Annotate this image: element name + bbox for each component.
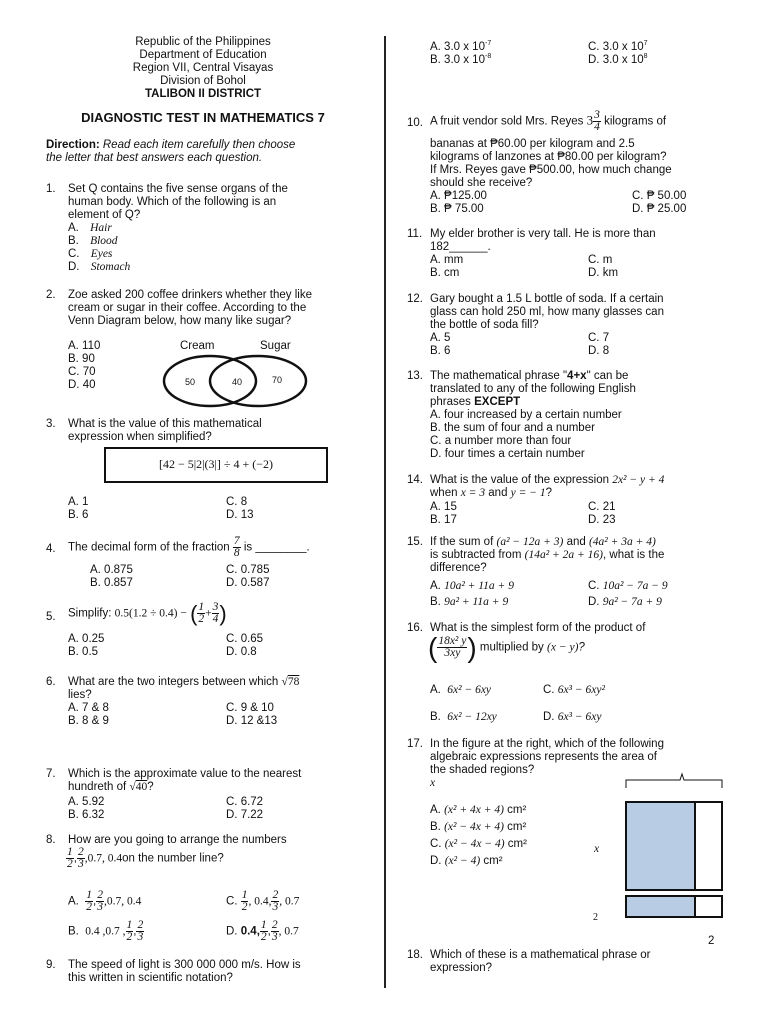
- q16-option-c[interactable]: C. 6x³ − 6xy²: [543, 684, 605, 696]
- q15-option-c[interactable]: C. 10a² − 7a − 9: [588, 580, 668, 592]
- q1-option-b[interactable]: Blood: [90, 235, 118, 247]
- q13-option-d[interactable]: D. four times a certain number: [430, 448, 585, 460]
- q9-option-d[interactable]: D. 3.0 x $10^8$: [588, 53, 648, 66]
- q14-option-c[interactable]: C. 21: [588, 501, 616, 513]
- q15-option-a[interactable]: A. 10a² + 11a + 9: [430, 580, 514, 592]
- figure-side-x: x: [594, 843, 600, 855]
- q16-option-b[interactable]: B. 6x² − 12xy: [430, 711, 497, 723]
- q10-line-2: bananas at ₱60.00 per kilogram and 2.5: [430, 138, 635, 150]
- q9-option-c[interactable]: C. 3.0 x $10^7$: [588, 40, 648, 53]
- large-unshaded-strip: [695, 802, 722, 890]
- direction-label: Direction:: [46, 139, 100, 151]
- q4-option-d[interactable]: D. 0.587: [226, 577, 270, 589]
- direction-text-2: the letter that best answers each question.: [46, 152, 263, 164]
- q10-option-b[interactable]: B. ₱ 75.00: [430, 203, 484, 215]
- q5-option-d[interactable]: D. 0.8: [226, 646, 257, 658]
- q7-option-b[interactable]: B. 6.32: [68, 809, 105, 821]
- q17-number: 17.: [407, 738, 423, 750]
- q10-line-4: If Mrs. Reyes gave ₱500.00, how much change: [430, 164, 672, 176]
- q11-line-1: My elder brother is very tall. He is more than: [430, 228, 656, 240]
- q1-line-1: Set Q contains the five sense organs of the: [68, 183, 288, 195]
- q7-option-d[interactable]: D. 7.22: [226, 809, 264, 821]
- q10-number: 10.: [407, 117, 423, 129]
- q8-option-a[interactable]: A. $\frac{1}{2}$ , $\frac{2}{3}$ ,0.7, 0.4: [68, 889, 142, 913]
- q5-option-b[interactable]: B. 0.5: [68, 646, 99, 658]
- small-unshaded-square: [695, 896, 722, 917]
- q13-phrase: 4+x: [567, 370, 587, 382]
- q4-option-c[interactable]: C. 0.785: [226, 564, 270, 576]
- q16-number: 16.: [407, 622, 423, 634]
- q17-option-a[interactable]: A. (x² + 4x + 4) cm²: [430, 804, 527, 816]
- q3-line-1: What is the value of this mathematical: [68, 418, 262, 430]
- q2-line-3: Venn Diagram below, how many like sugar?: [68, 315, 292, 327]
- figure-label-2-bottom: 2: [708, 935, 715, 947]
- q7-number: 7.: [46, 768, 56, 780]
- large-shaded-square: [626, 802, 695, 890]
- q14-option-d[interactable]: D. 23: [588, 514, 616, 526]
- q7-option-a[interactable]: A. 5.92: [68, 796, 105, 808]
- q3-option-d[interactable]: D. 13: [226, 509, 254, 521]
- q5-fraction-2: $\frac{3}{4}$: [212, 601, 219, 625]
- q2-number: 2.: [46, 289, 56, 301]
- q6-option-d[interactable]: D. 12 &13: [226, 715, 278, 727]
- q1-option-b-letter: B.: [68, 235, 79, 247]
- q12-option-d[interactable]: D. 8: [588, 345, 610, 357]
- q17-figure: [588, 772, 736, 950]
- q7-line-2: hundreth of: [68, 781, 127, 793]
- q6-line-1: What are the two integers between which: [68, 676, 279, 688]
- q11-option-d[interactable]: D. km: [588, 267, 619, 279]
- q12-line-1: Gary bought a 1.5 L bottle of soda. If a certain: [430, 293, 664, 305]
- q4-option-b[interactable]: B. 0.857: [90, 577, 133, 589]
- q2-option-b[interactable]: B. 90: [68, 353, 95, 365]
- q13-option-c[interactable]: C. a number more than four: [430, 435, 572, 447]
- q1-option-c-letter: C.: [68, 248, 80, 260]
- q10-option-c[interactable]: C. ₱ 50.00: [632, 190, 687, 202]
- q14-option-a[interactable]: A. 15: [430, 501, 457, 513]
- q5-option-c[interactable]: C. 0.65: [226, 633, 264, 645]
- q9-number: 9.: [46, 959, 56, 971]
- q14-number: 14.: [407, 474, 423, 486]
- q13-option-b[interactable]: B. the sum of four and a number: [430, 422, 595, 434]
- q18-number: 18.: [407, 949, 423, 961]
- q9-line-2: this written in scientific notation?: [68, 972, 233, 984]
- q1-option-d[interactable]: Stomach: [90, 261, 131, 273]
- q13-except: EXCEPT: [474, 396, 521, 408]
- q12-line-2: glass can hold 250 ml, how many glasses can: [430, 306, 664, 318]
- q11-option-c[interactable]: C. m: [588, 254, 613, 266]
- q1-option-c[interactable]: Eyes: [90, 248, 113, 260]
- q1-line-2: human body. Which of the following is an: [68, 196, 277, 208]
- q18-line-2: expression?: [430, 962, 493, 974]
- q16-line-1: What is the simplest form of the product of: [430, 622, 646, 634]
- q5-expression: 0.5(1.2 ÷ 0.4) −: [114, 607, 187, 620]
- q1-number: 1.: [46, 183, 56, 195]
- q4-number: 4.: [46, 543, 56, 555]
- q5-label: Simplify:: [68, 607, 112, 620]
- q12-option-c[interactable]: C. 7: [588, 332, 610, 344]
- venn-sugar-label: Sugar: [260, 340, 291, 352]
- q11-line-2: 182______.: [430, 241, 491, 253]
- q9-option-b[interactable]: B. 3.0 x $10^{-8}$: [430, 53, 492, 66]
- q3-option-c[interactable]: C. 8: [226, 496, 248, 508]
- q4-text: The decimal form of the fraction: [68, 541, 230, 554]
- q17-x-label: x: [430, 777, 436, 789]
- q7-radicand: 40: [135, 781, 148, 793]
- q12-option-b[interactable]: B. 6: [430, 345, 451, 357]
- figure-label-2-left: 2: [593, 912, 598, 923]
- q12-number: 12.: [407, 293, 423, 305]
- header-line-4: Division of Bohol: [160, 75, 246, 87]
- q1-line-3: element of Q?: [68, 209, 141, 221]
- q10-line-1: A fruit vendor sold Mrs. Reyes: [430, 115, 584, 128]
- venn-cream-only: 50: [185, 377, 196, 387]
- venn-both: 40: [232, 377, 243, 387]
- q2-option-c[interactable]: C. 70: [68, 366, 96, 378]
- q11-number: 11.: [407, 228, 423, 240]
- column-divider: [384, 36, 386, 988]
- q3-expression: [42 − 5|2|(3|] ÷ 4 + (−2): [158, 457, 274, 471]
- q8-option-b[interactable]: B. 0.4 ,0.7 , $\frac{1}{2}$ , $\frac{2}{3}$: [68, 919, 144, 943]
- q14-option-b[interactable]: B. 17: [430, 514, 457, 526]
- q17-option-d[interactable]: D. (x² − 4) cm²: [430, 855, 503, 867]
- q2-line-1: Zoe asked 200 coffee drinkers whether they like: [68, 289, 312, 301]
- q6-option-a[interactable]: A. 7 & 8: [68, 702, 109, 714]
- header-district: TALIBON II DISTRICT: [144, 88, 262, 100]
- q3-line-2: expression when simplified?: [68, 431, 212, 443]
- header-line-2: Department of Education: [139, 49, 267, 61]
- venn-sugar-circle: [210, 356, 306, 406]
- q17-option-b[interactable]: B. (x² − 4x + 4) cm²: [430, 821, 527, 833]
- page-title: DIAGNOSTIC TEST IN MATHEMATICS 7: [81, 110, 325, 125]
- q10-fraction: $\frac{3}{4}$: [594, 109, 600, 133]
- q14-expression: 2x² − y + 4: [612, 474, 665, 486]
- header-line-3: Region VII, Central Visayas: [132, 62, 274, 74]
- q4-fraction: $\frac{7}{8}$: [233, 535, 240, 559]
- q13-line-2: translated to any of the following English: [430, 383, 636, 395]
- q3-number: 3.: [46, 418, 56, 430]
- q3-option-b[interactable]: B. 6: [68, 509, 89, 521]
- q8-option-c[interactable]: C. $\frac{1}{2}$ , 0.4, $\frac{2}{3}$ , 0.7: [226, 889, 300, 913]
- q1-option-a[interactable]: Hair: [90, 222, 112, 234]
- q11-option-a[interactable]: A. mm: [430, 254, 464, 266]
- venn-cream-label: Cream: [180, 340, 215, 352]
- q8-line-2: on the number line?: [122, 852, 224, 865]
- q1-option-d-letter: D.: [68, 261, 80, 273]
- q11-option-b[interactable]: B. cm: [430, 267, 460, 279]
- q9-line-1: The speed of light is 300 000 000 m/s. How is: [68, 959, 301, 971]
- q5-number: 5.: [46, 611, 56, 623]
- q7-line-1: Which is the approximate value to the nearest: [68, 768, 302, 780]
- q10-line-5: should she receive?: [430, 177, 533, 189]
- q1-option-a-letter: A.: [68, 222, 79, 234]
- q13-option-a[interactable]: A. four increased by a certain number: [430, 409, 622, 421]
- top-brace: [626, 774, 722, 788]
- q8-option-d[interactable]: D. 0.4, $\frac{1}{2}$ , $\frac{2}{3}$ , 0.7: [226, 919, 299, 943]
- q4-blank: is ________.: [243, 541, 310, 554]
- q5-option-a[interactable]: A. 0.25: [68, 633, 105, 645]
- q3-expression-box: [104, 447, 328, 483]
- q10-option-d[interactable]: D. ₱ 25.00: [632, 203, 687, 215]
- q17-option-c[interactable]: C. (x² − 4x − 4) cm²: [430, 838, 527, 850]
- q13-number: 13.: [407, 370, 423, 382]
- direction-text-1: Read each item carefully then choose: [102, 139, 296, 151]
- q6-radicand: 78: [287, 676, 300, 688]
- q10-option-a[interactable]: A. ₱125.00: [430, 190, 487, 202]
- q16-option-a[interactable]: A. 6x² − 6xy: [430, 684, 492, 696]
- q6-line-2: lies?: [68, 689, 92, 701]
- q15-number: 15.: [407, 536, 423, 548]
- q7-option-c[interactable]: C. 6.72: [226, 796, 264, 808]
- q12-option-a[interactable]: A. 5: [430, 332, 451, 344]
- q6-option-b[interactable]: B. 8 & 9: [68, 715, 109, 727]
- header: [30, 36, 376, 101]
- q3-option-a[interactable]: A. 1: [68, 496, 89, 508]
- direction: [46, 139, 376, 165]
- q6-option-c[interactable]: C. 9 & 10: [226, 702, 274, 714]
- venn-sugar-only: 70: [272, 375, 283, 385]
- q4-option-a[interactable]: A. 0.875: [90, 564, 133, 576]
- q15-option-d[interactable]: D. 9a² − 7a + 9: [588, 596, 662, 608]
- q12-line-3: the bottle of soda fill?: [430, 319, 539, 331]
- q2-option-d[interactable]: D. 40: [68, 379, 96, 391]
- header-line-1: Republic of the Philippines: [135, 36, 271, 48]
- q16-option-d[interactable]: D. 6x³ − 6xy: [543, 711, 602, 723]
- q2-option-a[interactable]: A. 110: [68, 340, 101, 352]
- q10-line-3: kilograms of lanzones at ₱80.00 per kilogram?: [430, 151, 667, 163]
- q9-option-a[interactable]: A. 3.0 x $10^{-7}$: [430, 40, 492, 53]
- small-shaded-rect: [626, 896, 695, 917]
- q15-option-b[interactable]: B. 9a² + 11a + 9: [430, 596, 509, 608]
- q18-line-1: Which of these is a mathematical phrase or: [430, 949, 651, 961]
- q8-line-1: How are you going to arrange the numbers: [68, 834, 287, 846]
- q8-number: 8.: [46, 834, 56, 846]
- q6-number: 6.: [46, 676, 56, 688]
- q5-fraction-1: $\frac{1}{2}$: [198, 601, 205, 625]
- q2-line-2: cream or sugar in their coffee. According to the: [68, 302, 307, 314]
- q16-fraction: $\frac{\text{18x² y}}{3xy}$: [438, 635, 467, 659]
